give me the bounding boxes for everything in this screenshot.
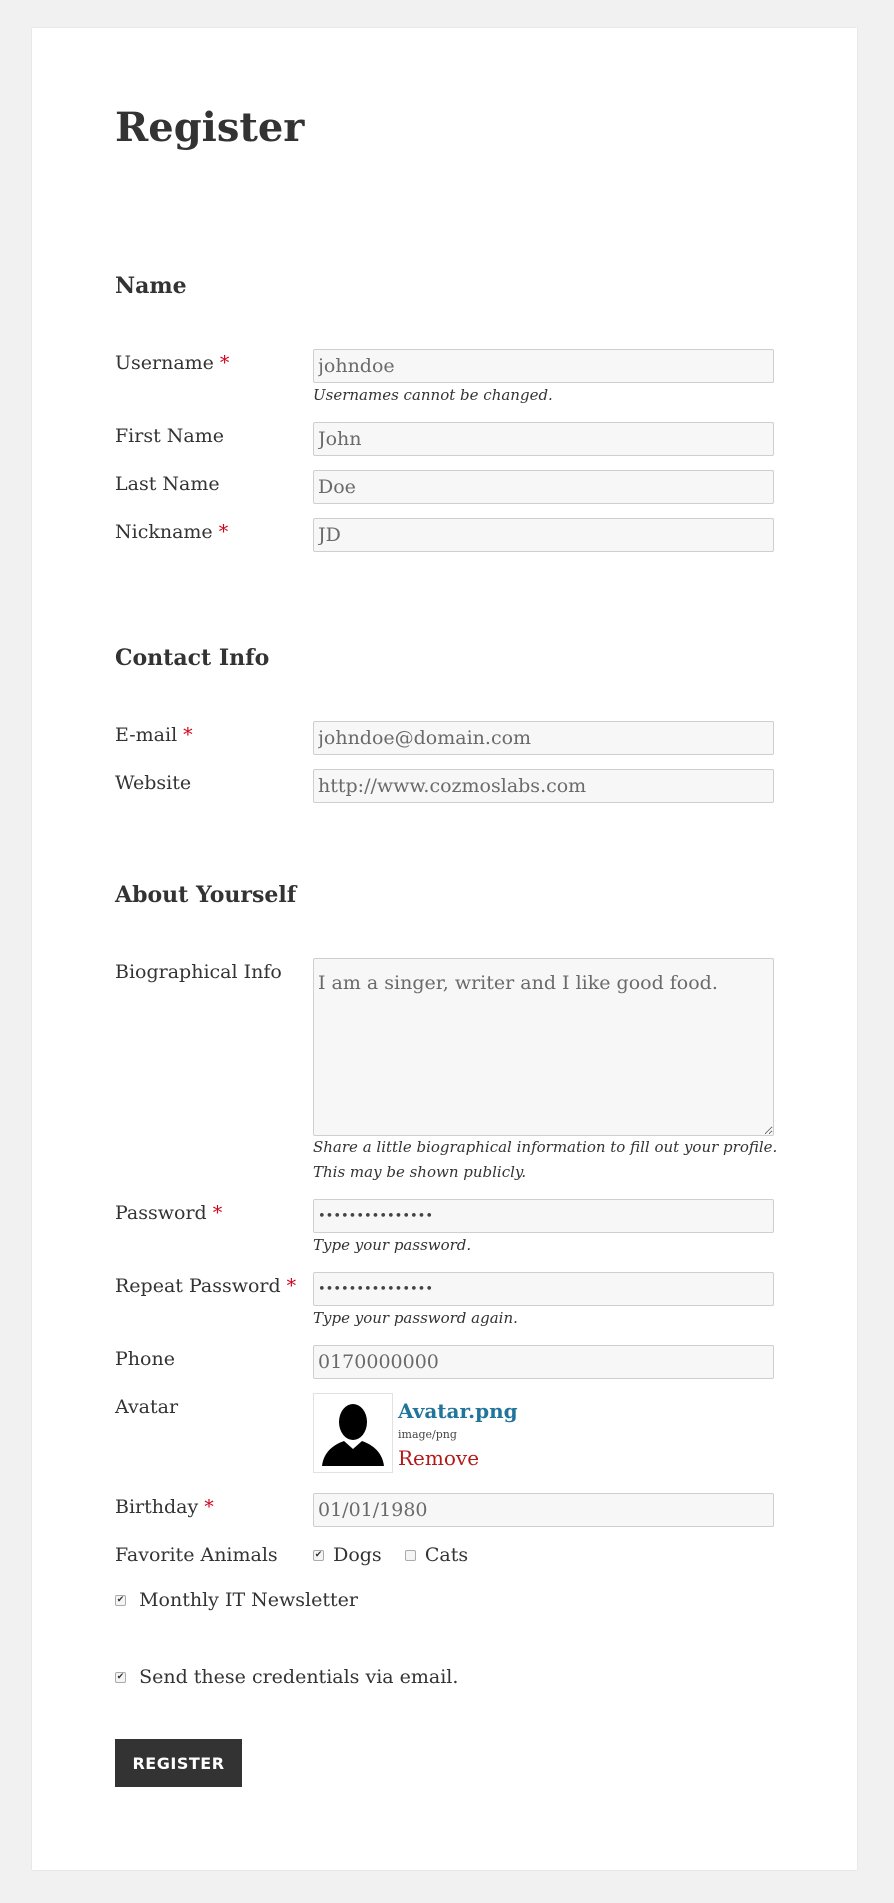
nickname-label: Nickname * (115, 521, 229, 543)
cats-option-label: Cats (424, 1544, 469, 1566)
send-credentials-label: Send these credentials via email. (139, 1666, 459, 1688)
bio-label: Biographical Info (115, 961, 282, 983)
password-label: Password * (115, 1202, 223, 1224)
repeat-password-hint: Type your password again. (313, 1309, 518, 1327)
required-marker: * (286, 1275, 297, 1297)
password-field[interactable] (313, 1199, 774, 1233)
avatar-thumbnail (313, 1393, 393, 1473)
avatar-file-link[interactable]: Avatar.png (398, 1399, 518, 1423)
bio-hint-line1: Share a little biographical information to fill out your profile. (313, 1138, 778, 1156)
username-label: Username * (115, 352, 230, 374)
newsletter-option (115, 1587, 358, 1613)
username-field[interactable] (313, 349, 774, 383)
required-marker: * (183, 724, 193, 746)
favorite-animals-label: Favorite Animals (115, 1544, 278, 1566)
birthday-field[interactable] (313, 1493, 774, 1527)
repeat-password-field[interactable] (313, 1272, 774, 1306)
avatar-label: Avatar (115, 1396, 179, 1418)
page-title: Register (115, 104, 305, 151)
section-heading-name: Name (115, 273, 187, 299)
bio-textarea[interactable] (313, 958, 774, 1136)
username-hint: Usernames cannot be changed. (313, 386, 553, 404)
website-label: Website (115, 772, 192, 794)
favorite-animals-options (313, 1542, 468, 1568)
required-marker: * (218, 521, 229, 543)
first-name-field[interactable] (313, 422, 774, 456)
website-field[interactable] (313, 769, 774, 803)
register-button[interactable]: REGISTER (115, 1739, 242, 1787)
cats-checkbox[interactable] (405, 1550, 416, 1561)
avatar-remove-link[interactable]: Remove (398, 1446, 480, 1470)
phone-field[interactable] (313, 1345, 774, 1379)
send-credentials-checkbox[interactable]: ✔ (116, 1671, 125, 1682)
avatar-file-type: image/png (398, 1428, 457, 1441)
last-name-label: Last Name (115, 473, 220, 495)
required-marker: * (204, 1496, 214, 1518)
dogs-option-label: Dogs (333, 1544, 382, 1566)
dogs-checkbox[interactable]: ✔ (314, 1549, 323, 1560)
email-label: E-mail * (115, 724, 193, 746)
newsletter-label: Monthly IT Newsletter (139, 1589, 358, 1611)
section-heading-contact: Contact Info (115, 645, 270, 671)
required-marker: * (219, 352, 230, 374)
repeat-password-label: Repeat Password * (115, 1275, 297, 1297)
last-name-field[interactable] (313, 470, 774, 504)
send-credentials-option (115, 1664, 458, 1690)
first-name-label: First Name (115, 425, 224, 447)
newsletter-checkbox[interactable]: ✔ (116, 1594, 125, 1605)
person-silhouette-icon (314, 1394, 392, 1472)
email-field[interactable] (313, 721, 774, 755)
password-hint: Type your password. (313, 1236, 472, 1254)
required-marker: * (212, 1202, 223, 1224)
section-heading-about: About Yourself (115, 882, 297, 908)
phone-label: Phone (115, 1348, 175, 1370)
birthday-label: Birthday * (115, 1496, 214, 1518)
nickname-field[interactable] (313, 518, 774, 552)
bio-hint-line2: This may be shown publicly. (313, 1163, 527, 1181)
